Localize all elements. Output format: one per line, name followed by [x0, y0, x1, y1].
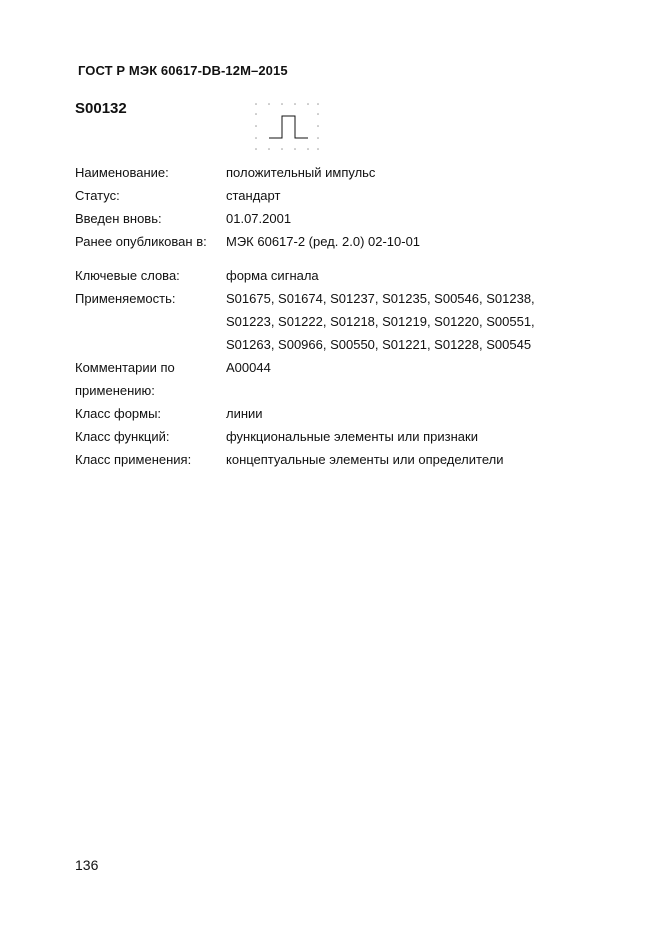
field-keywords-value: форма сигнала — [226, 268, 319, 283]
field-shape-class-label: Класс формы: — [75, 406, 162, 421]
field-comments-value: A00044 — [226, 360, 271, 375]
field-comments — [75, 356, 595, 402]
field-name-value: положительный импульс — [226, 165, 376, 180]
document-header: ГОСТ Р МЭК 60617-DB-12M–2015 — [78, 63, 288, 78]
field-function-class-label: Класс функций: — [75, 429, 170, 444]
symbol-code: S00132 — [75, 100, 127, 117]
field-name-label: Наименование: — [75, 165, 169, 180]
page-number: 136 — [75, 857, 99, 873]
field-applicability-value — [226, 287, 586, 356]
comments-label-line: Комментарии по — [75, 360, 175, 375]
field-introduced-label: Введен вновь: — [75, 211, 162, 226]
applicability-line: S01675, S01674, S01237, S01235, S00546, S01238, — [226, 291, 535, 306]
field-application-class-value: концептуальные элементы или определители — [226, 452, 504, 467]
positive-pulse-symbol-icon — [252, 98, 322, 153]
field-published-value: МЭК 60617-2 (ред. 2.0) 02-10-01 — [226, 234, 421, 249]
field-application-class-label: Класс применения: — [75, 452, 192, 467]
field-comments-label — [75, 356, 225, 402]
field-function-class-value: функциональные элементы или признаки — [226, 429, 478, 444]
field-status-label: Статус: — [75, 188, 120, 203]
field-applicability-label: Применяемость: — [75, 291, 176, 306]
comments-label-line: применению: — [75, 383, 155, 398]
field-status-value: стандарт — [226, 188, 281, 203]
field-published-label: Ранее опубликован в: — [75, 234, 207, 249]
field-shape-class-value: линии — [226, 406, 263, 421]
field-introduced-value: 01.07.2001 — [226, 211, 292, 226]
field-keywords-label: Ключевые слова: — [75, 268, 180, 283]
applicability-line: S01263, S00966, S00550, S01221, S01228, S00545 — [226, 337, 532, 352]
field-applicability — [75, 287, 595, 356]
applicability-line: S01223, S01222, S01218, S01219, S01220, S00551, — [226, 314, 535, 329]
